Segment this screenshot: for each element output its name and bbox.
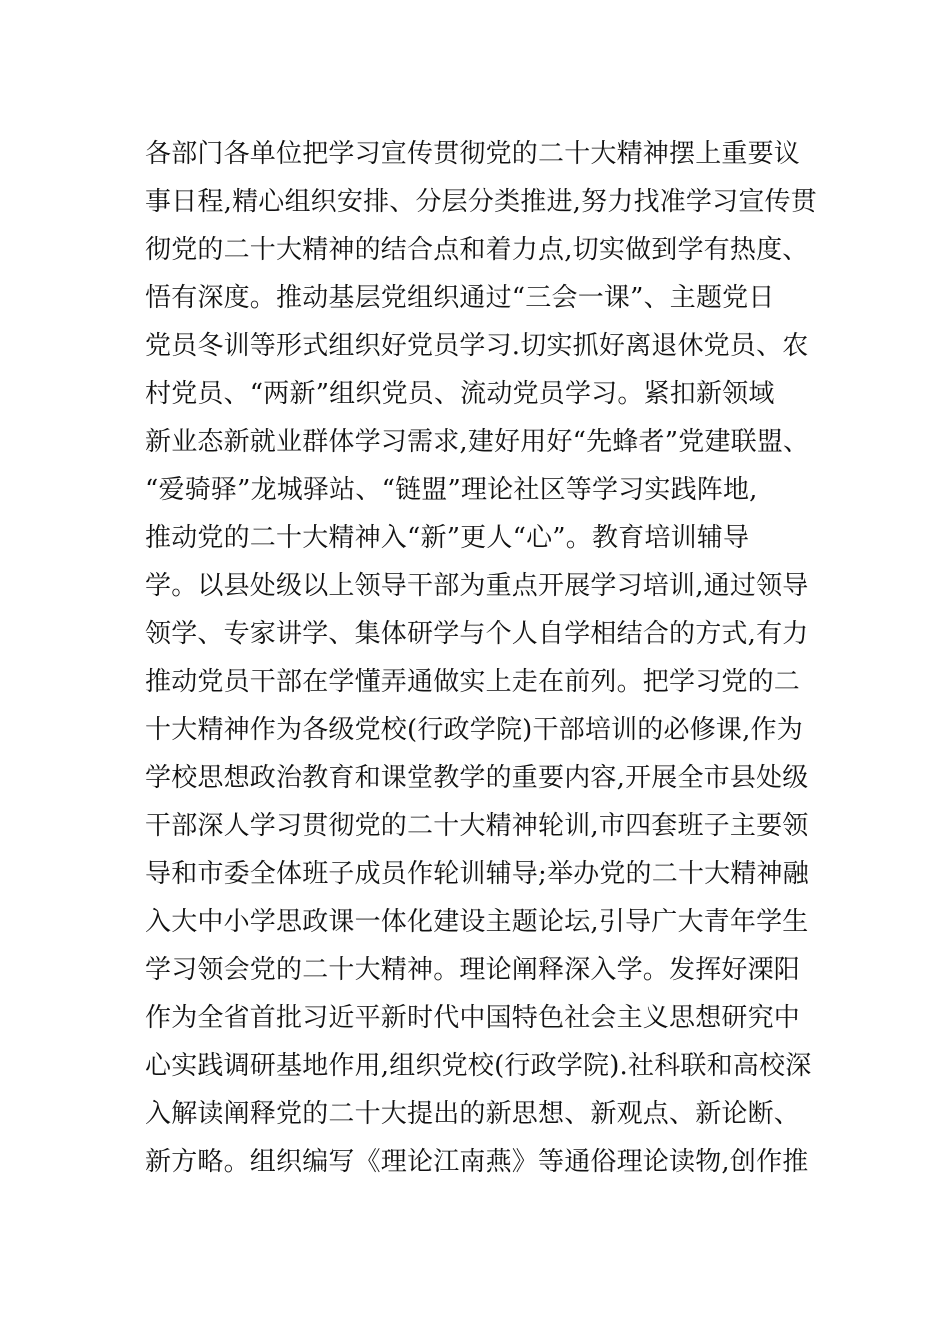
text-line: 彻党的二十大精神的结合点和着力点,切实做到学有热度、 [145, 235, 809, 265]
text-line: 推动党员干部在学懂弄通做实上走在前列。把学习党的二 [145, 667, 801, 697]
body-text [145, 130, 845, 1186]
text-line: 心实践调研基地作用,组织党校(行政学院).社科联和高校深 [145, 1051, 812, 1081]
text-line: 村党员、“两新”组织党员、流动党员学习。紧扣新领域 [145, 379, 775, 409]
text-line: 十大精神作为各级党校(行政学院)干部培训的必修课,作为 [145, 715, 803, 745]
text-line: 学。以县处级以上领导干部为重点开展学习培训,通过领导 [145, 571, 809, 601]
text-line: 领学、专家讲学、集体研学与个人自学相结合的方式,有力 [145, 619, 809, 649]
text-line: 新业态新就业群体学习需求,建好用好“先蜂者”党建联盟、 [145, 427, 810, 457]
text-line: 悟有深度。推动基层党组织通过“三会一课”、主题党日 [145, 283, 775, 313]
text-line: 入大中小学思政课一体化建设主题论坛,引导广大青年学生 [145, 907, 809, 937]
text-line: 推动党的二十大精神入“新”更人“心”。教育培训辅导 [145, 523, 750, 553]
text-line: 导和市委全体班子成员作轮训辅导;举办党的二十大精神融 [145, 859, 809, 889]
text-line: 学习领会党的二十大精神。理论阐释深入学。发挥好溧阳 [145, 955, 801, 985]
text-line: 各部门各单位把学习宣传贯彻党的二十大精神摆上重要议 [145, 139, 801, 169]
text-line: 作为全省首批习近平新时代中国特色社会主义思想研究中 [145, 1003, 801, 1033]
text-line: 入解读阐释党的二十大提出的新思想、新观点、新论断、 [145, 1099, 801, 1129]
text-line: 干部深人学习贯彻党的二十大精神轮训,市四套班子主要领 [145, 811, 809, 841]
text-line: 学校思想政治教育和课堂教学的重要内容,开展全市县处级 [145, 763, 809, 793]
text-line: 党员冬训等形式组织好党员学习.切实抓好离退休党员、农 [145, 331, 809, 361]
text-line: 事日程,精心组织安排、分层分类推进,努力找准学习宣传贯 [145, 187, 817, 217]
text-line: 新方略。组织编写《理论江南燕》等通俗理论读物,创作推 [145, 1147, 809, 1177]
text-line: “爱骑驿”龙城驿站、“链盟”理论社区等学习实践阵地, [145, 475, 758, 505]
